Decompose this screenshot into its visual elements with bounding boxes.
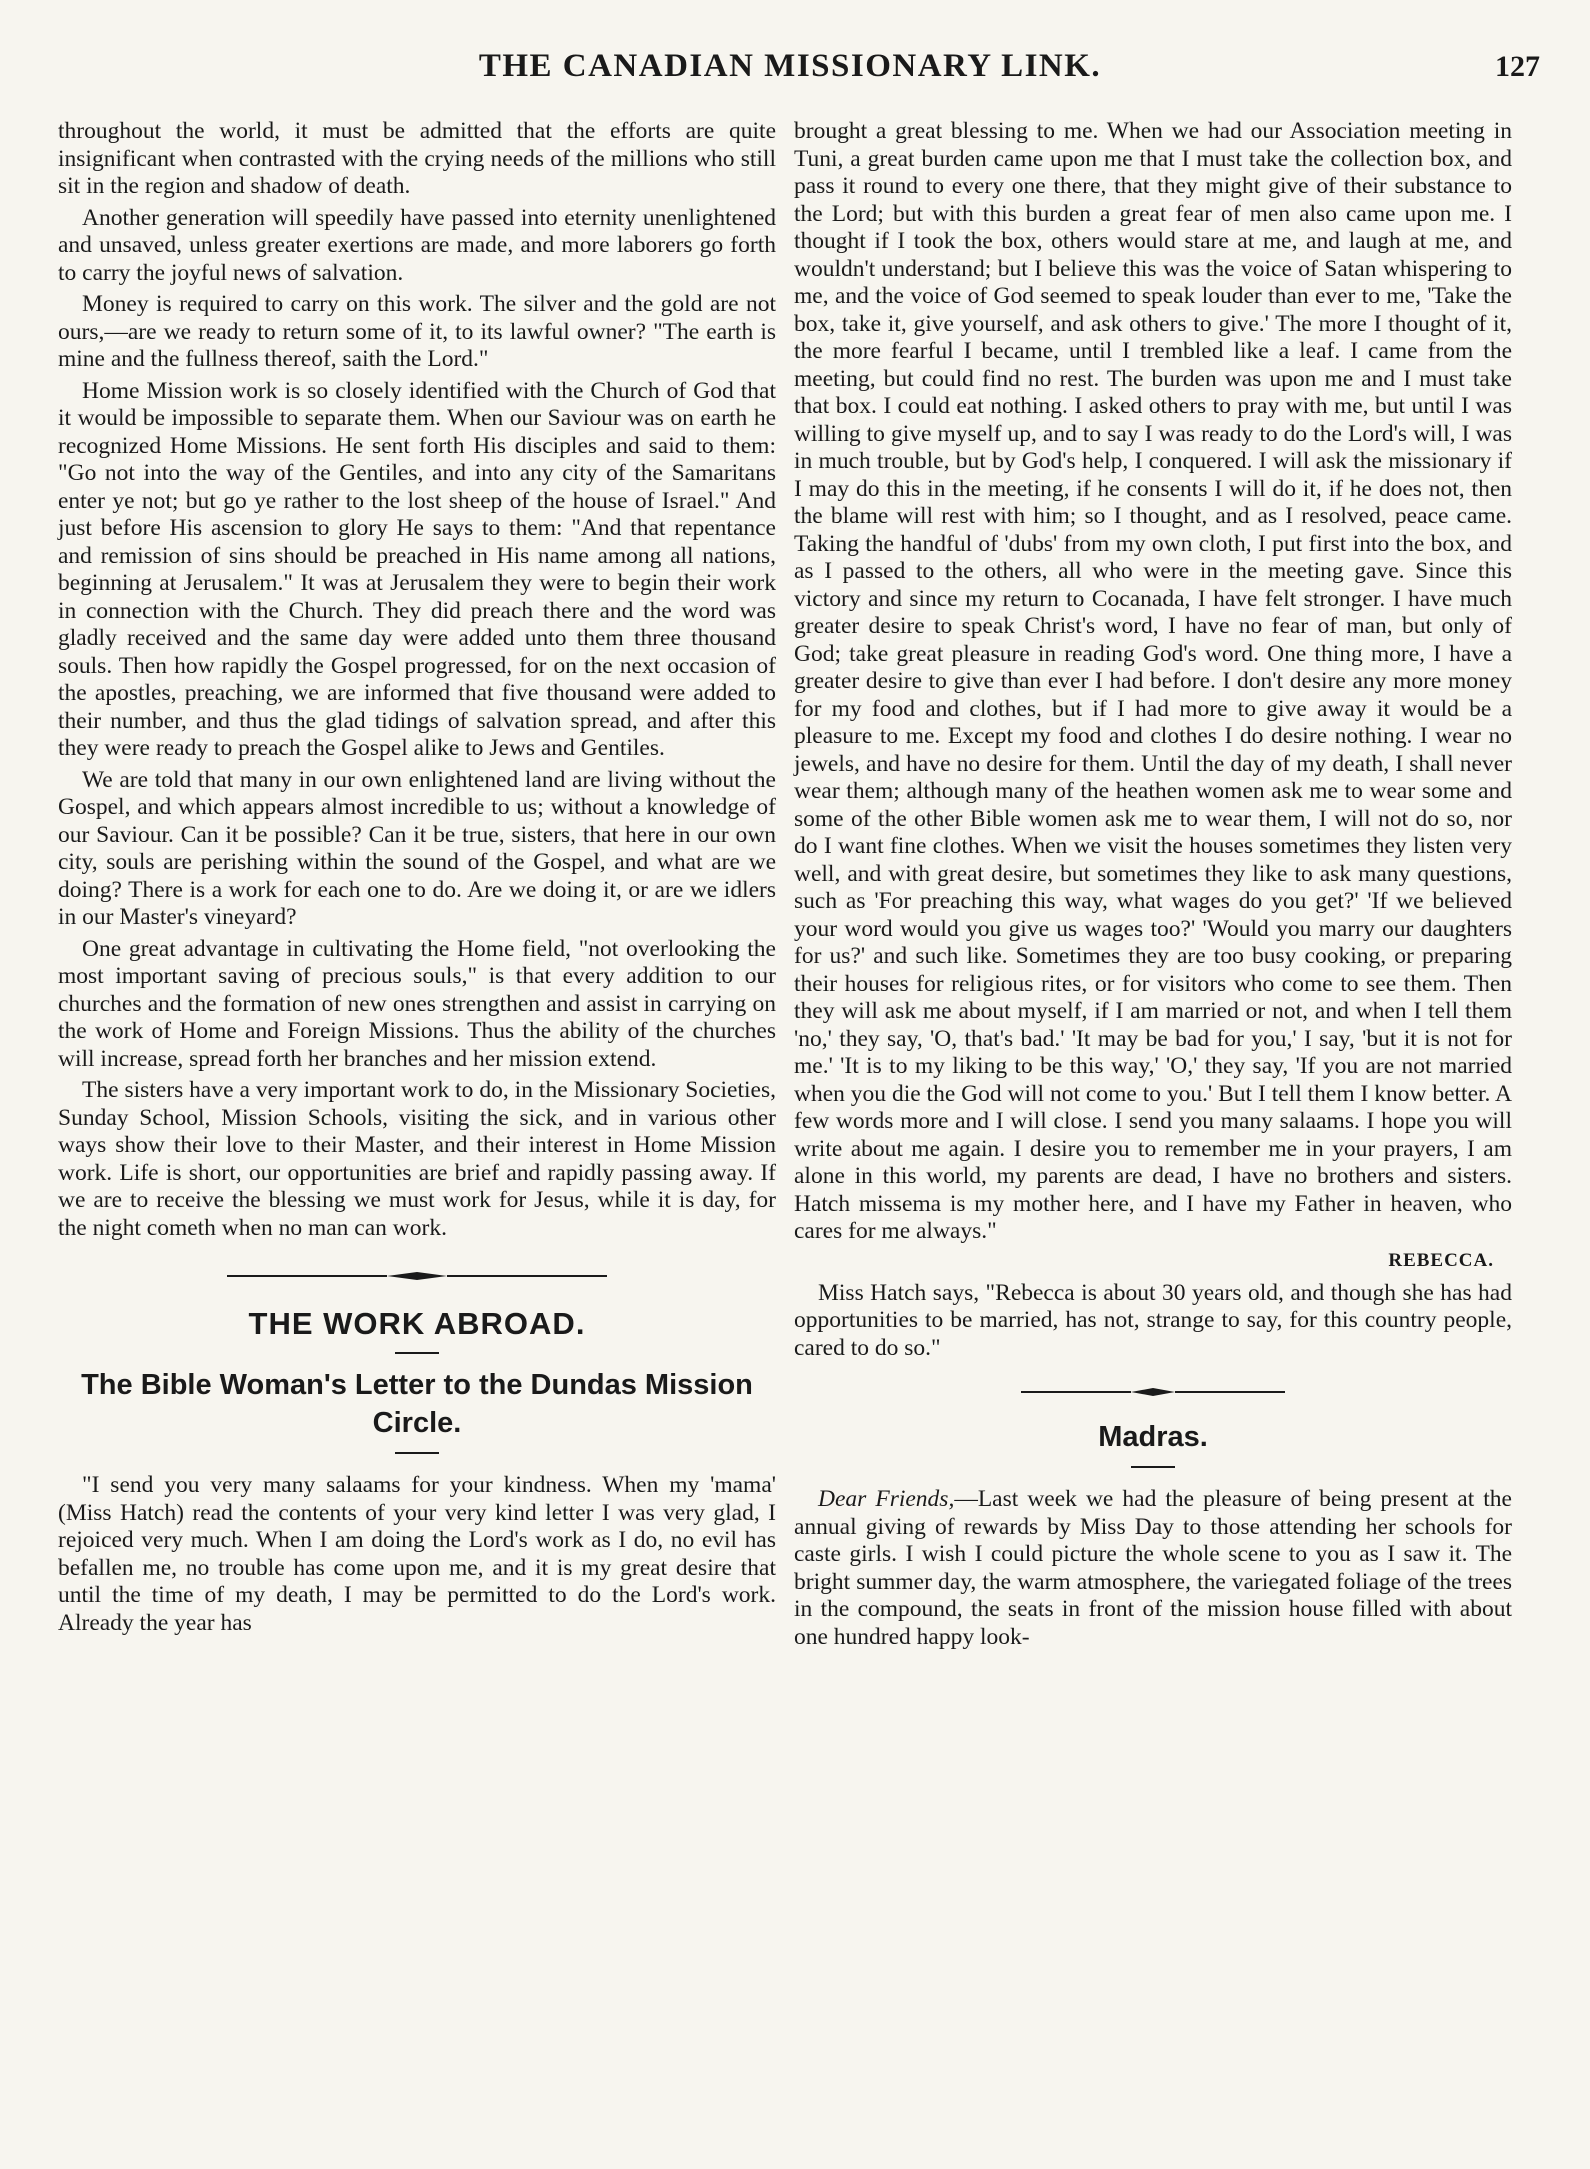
running-title: THE CANADIAN MISSIONARY LINK. (478, 48, 1102, 84)
short-divider (395, 1352, 439, 1354)
section-divider (794, 1388, 1512, 1396)
paragraph: Home Mission work is so closely identified with the Church of God that it would be impossible to separate them. When our Saviour was on earth he recognized Home Missions. He sent forth His disciples and said to them: "Go not into the way of the Gentiles, and into any city of the Samaritans enter ye not; but go ye rather to the lost sheep of the house of Israel." And just before His ascension to glory He says to them: "And that repentance and remission of sins should be preached in His name among all nations, beginning at Jerusalem." It was at Jerusalem they were to begin their work in connection with the Church. They did preach there and the word was gladly received and the same day were added unto them three thousand souls. Then how rapidly the Gospel progressed, for on the next occasion of the apostles, preaching, we are informed that five thousand were added to their number, and thus the glad tidings of salvation spread, and after this they were ready to preach the Gospel alike to Jews and Gentiles. (58, 377, 776, 761)
letter-continued: brought a great blessing to me. When we had our Association meeting in Tuni, a great burden came upon me that I must take the collection box, and pass it round to every one there, that they might give of their substance to the Lord; but with this burden a great fear of men also came upon me. I thought if I took the box, others would stare at me, and laugh at me, and wouldn't understand; but I believe this was the voice of Satan whispering to me, and the voice of God seemed to speak louder than ever to me, 'Take the box, take it, give yourself, and ask others to give.' The more I thought of it, the more fearful I became, until I trembled like a leaf. I came from the meeting, but could find no rest. The burden was upon me and I must take that box. I could eat nothing. I asked others to pray with me, but until I was willing to give myself up, and to say I was ready to do the Lord's will, I was in much trouble, but by God's help, I conquered. I will ask the missionary if I may do this in the meeting, if he consents I will do it, if he does not, then the blame will rest with him; so I thought, and as I resolved, peace came. Taking the handful of 'dubs' from my own cloth, I put first into the box, and as I passed to the others, all who were in the meeting gave. Since this victory and since my return to Cocanada, I have felt stronger. I have much greater desire to speak Christ's word, I have no fear of man, but only of God; take great pleasure in reading God's word. One thing more, I have a greater desire to give than ever I had before. I don't desire any more money for my food and clothes, but if I had more to give away it would be a pleasure to me. Except my food and clothes I do desire nothing. I wear no jewels, and have no desire for them. Until the day of my death, I shall never wear them; although many of the heathen women ask me to wear some and some of the other Bible women ask me to wear them, I will not do so, nor do I want fine clothes. When we visit the houses sometimes they listen very well, and with great desire, but sometimes they like to ask many questions, such as 'For preaching this way, what wages do you get?' 'If we believed your word would you give us wages too?' 'Would you marry our daughters for us?' and such like. Sometimes they are too busy cooking, or preparing their houses for religious rites, or for visitors who come to see them. Then they will ask me about myself, if I am married or not, and when I tell them 'no,' they say, 'O, that's bad.' 'It may be bad for you,' I say, 'but it is not for me.' 'It is to my liking to be this way,' 'O,' they say, 'If you are not married when you die the God will not come to you.' But I tell them I know better. A few words more and I will close. I send you many salaams. I hope you will write about me again. I desire you to remember me in your prayers, I am alone in this world, my parents are dead, I have no brothers and sisters. Hatch missema is my mother here, and I have my Father in heaven, who cares for me always." (794, 118, 1512, 1244)
paragraph: We are told that many in our own enlightened land are living without the Gospel, and which appears almost incredible to us; without a knowledge of our Saviour. Can it be possible? Can it be true, sisters, that here in our own city, souls are perishing within the sound of the Gospel, and what are we doing? There is a work for each one to do. Are we doing it, or are we idlers in our Master's vineyard? (58, 766, 776, 930)
paragraph: Money is required to carry on this work. The silver and the gold are not ours,—are we ready to return some of it, to its lawful owner? "The earth is mine and the fullness thereof, saith the Lord." (58, 291, 776, 372)
signature: REBECCA. (1388, 1249, 1494, 1271)
divider-line (1021, 1391, 1131, 1393)
madras-text: —Last week we had the pleasure of being present at the annual giving of rewards by Miss Day to those attending her schools for caste girls. I wish I could picture the whole scene to you as I saw it. The bright summer day, the warm atmosphere, the variegated foliage of the trees in the compound, the seats in front of the mission house filled with about one hundred happy look- (794, 1486, 1512, 1650)
left-column (58, 118, 776, 1641)
paragraph: Another generation will speedily have passed into eternity unenlightened and unsaved, unless greater exertions are made, and more laborers go forth to carry the joyful news of salvation. (58, 204, 776, 286)
section-title: THE WORK ABROAD. (248, 1306, 586, 1341)
article-title: The Bible Woman's Letter to the Dundas Mission Circle. (81, 1369, 753, 1439)
note-paragraph: Miss Hatch says, "Rebecca is about 30 years old, and though she has had opportunities to be married, has not, strange to say, for this country people, cared to do so." (794, 1279, 1512, 1361)
madras-paragraph (794, 1486, 1512, 1651)
divider-line (1175, 1391, 1285, 1393)
paragraph: The sisters have a very important work to do, in the Missionary Societies, Sunday School, Mission Schools, visiting the sick, and in various other ways show their love to their Master, and their interest in Home Mission work. Life is short, our opportunities are brief and rapidly passing away. If we are to receive the blessing we must work for Jesus, while it is day, for the night cometh when no man can work. (58, 1077, 776, 1241)
section-divider (58, 1272, 776, 1280)
paragraph: throughout the world, it must be admitted that the efforts are quite insignificant when contrasted with the crying needs of the millions who still sit in the region and shadow of death. (58, 118, 776, 199)
madras-title: Madras. (1098, 1421, 1208, 1453)
divider-ornament (1131, 1388, 1175, 1396)
short-divider (1131, 1466, 1175, 1468)
divider-ornament (387, 1272, 447, 1280)
short-divider (395, 1452, 439, 1454)
paragraph: One great advantage in cultivating the Home field, "not overlooking the most important saving of precious souls," is that every addition to our churches and the formation of new ones strengthen and assist in carrying on the work of Home and Foreign Missions. Thus the ability of the churches will increase, spread forth her branches and her mission extend. (58, 935, 776, 1072)
page-number: 127 (1495, 50, 1540, 83)
right-column (794, 118, 1512, 1655)
divider-line (227, 1275, 387, 1277)
divider-line (447, 1275, 607, 1277)
salutation: Dear Friends, (818, 1486, 955, 1512)
letter-paragraph: "I send you very many salaams for your kindness. When my 'mama' (Miss Hatch) read the contents of your very kind letter I was very glad, I rejoiced very much. When I am doing the Lord's work as I do, no evil has befallen me, no trouble has come upon me, and it is my great desire that until the time of my death, I may be permitted to do the Lord's work. Already the year has (58, 1472, 776, 1636)
